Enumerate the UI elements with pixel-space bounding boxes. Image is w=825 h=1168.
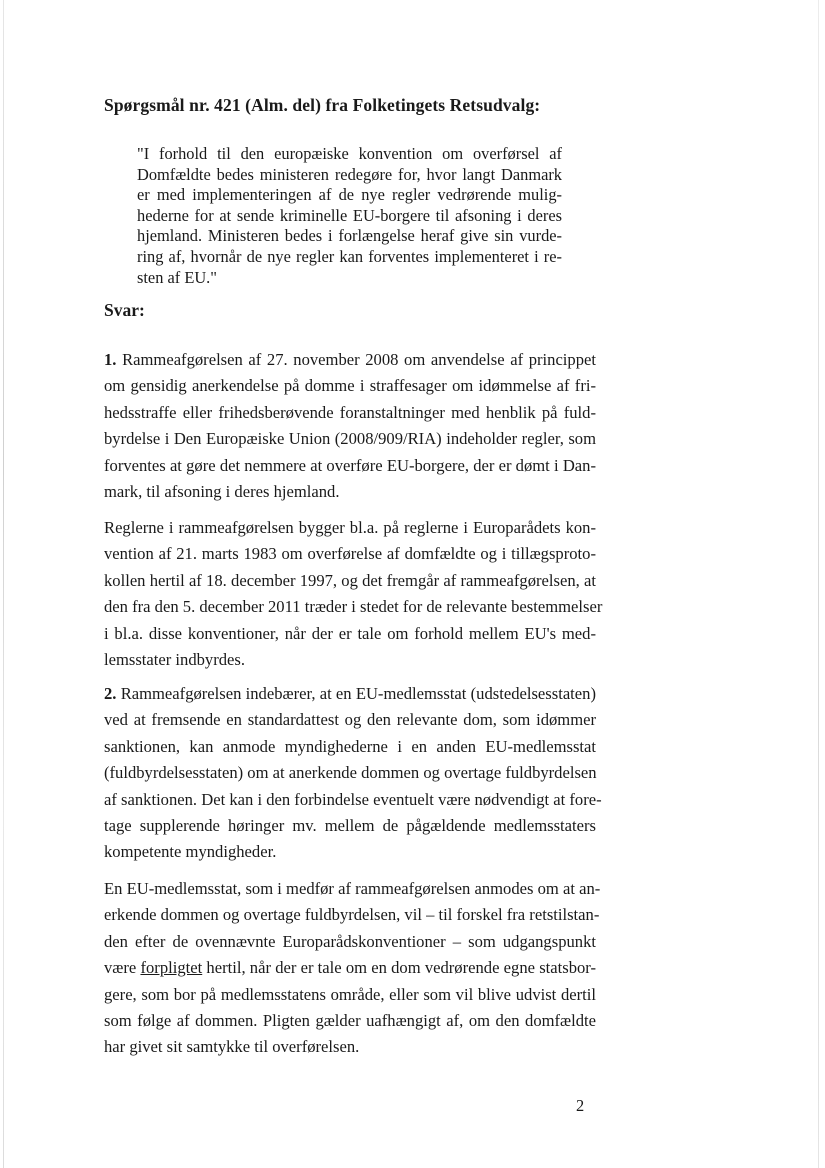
paragraph-line: Reglerne i rammeafgørelsen bygger bl.a. på reglerne i Europarådets kon- — [104, 518, 596, 537]
paragraph-line: den efter de ovennævnte Europarådskonventioner – som udgangspunkt — [104, 931, 596, 951]
quote-line: hederne for at sende kriminelle EU-borgere til afsoning i deres — [137, 205, 562, 225]
scan-edge-right — [818, 0, 819, 1168]
paragraph-line: som følge af dommen. Pligten gælder uafhængigt af, om den domfældte — [104, 1011, 596, 1031]
paragraph-line: lemsstater indbyrdes. — [104, 650, 246, 670]
paragraph-line: En EU-medlemsstat, som i medfør af rammeafgørelsen anmodes om at an- — [104, 879, 601, 898]
paragraph-line: om gensidig anerkendelse på domme i straffesager om idømmelse af fri- — [104, 376, 596, 396]
paragraph-line: tage supplerende høringer mv. mellem de pågældende medlemsstaters — [104, 816, 596, 836]
paragraph-line: hedsstraffe eller frihedsberøvende foranstaltninger med henblik på fuld- — [104, 402, 596, 422]
quote-line: Domfældte bedes ministeren redegøre for, hvor langt Danmark — [137, 164, 562, 184]
question-quote — [137, 144, 562, 288]
quote-line: sten af EU." — [137, 267, 217, 287]
paragraph-line: være forpligtet hertil, når der er tale om en dom vedrørende egne statsbor- — [104, 958, 597, 978]
paragraph-line: (fuldbyrdelsesstaten) om at anerkende dommen og overtage fuldbyrdelsen — [104, 763, 597, 783]
paragraph-line: har givet sit samtykke til overførelsen. — [104, 1037, 360, 1057]
page-number: 2 — [576, 1096, 585, 1115]
paragraph-number: 2. — [104, 684, 117, 703]
paragraph-line: vention af 21. marts 1983 om overførelse af domfældte og i tillægsproto- — [104, 544, 596, 564]
paragraph-line: erkende dommen og overtage fuldbyrdelsen, vil – til forskel fra retstilstan- — [104, 905, 600, 925]
question-heading: Spørgsmål nr. 421 (Alm. del) fra Folketingets Retsudvalg: — [104, 95, 541, 115]
quote-line: ring af, hvornår de nye regler kan forventes implementeret i re- — [137, 246, 562, 266]
paragraph-line: byrdelse i Den Europæiske Union (2008/909/RIA) indeholder regler, som — [104, 429, 596, 449]
paragraph-line: den fra den 5. december 2011 træder i stedet for de relevante bestemmelser — [104, 597, 603, 617]
answer-paragraph-2 — [104, 515, 603, 673]
paragraph-line: af sanktionen. Det kan i den forbindelse eventuelt være nødvendigt at fore- — [104, 789, 602, 809]
paragraph-line: mark, til afsoning i deres hjemland. — [104, 482, 340, 502]
paragraph-line: forventes at gøre det nemmere at overføre EU-borgere, der er dømt i Dan- — [104, 455, 596, 475]
answer-paragraph-4 — [104, 876, 601, 1061]
underlined-word: forpligtet — [140, 958, 203, 978]
paragraph-line: kollen hertil af 18. december 1997, og det fremgår af rammeafgørelsen, at — [104, 570, 596, 590]
paragraph-line: ved at fremsende en standardattest og den relevante dom, som idømmer — [104, 710, 596, 730]
paragraph-line: 2. Rammeafgørelsen indebærer, at en EU-medlemsstat (udstedelsesstaten) — [104, 684, 596, 703]
quote-line: hjemland. Ministeren bedes i forlængelse heraf give sin vurde- — [137, 226, 562, 246]
quote-line: "I forhold til den europæiske konvention om overførsel af — [137, 144, 562, 163]
paragraph-line: i bl.a. disse konventioner, når der er tale om forhold mellem EU's med- — [104, 623, 596, 643]
paragraph-line: sanktionen, kan anmode myndighederne i en anden EU-medlemsstat — [104, 736, 596, 756]
answer-heading: Svar: — [104, 300, 145, 320]
paragraph-number: 1. — [104, 350, 117, 369]
paragraph-line: kompetente myndigheder. — [104, 842, 277, 862]
answer-paragraph-3 — [104, 681, 602, 866]
paragraph-line: gere, som bor på medlemsstatens område, eller som vil blive udvist dertil — [104, 984, 596, 1004]
quote-line: er med implementeringen af de nye regler vedrørende mulig- — [137, 185, 562, 205]
scan-edge-left — [3, 0, 4, 1168]
answer-paragraph-1 — [104, 347, 596, 505]
paragraph-line: 1. Rammeafgørelsen af 27. november 2008 om anvendelse af princippet — [104, 350, 596, 369]
